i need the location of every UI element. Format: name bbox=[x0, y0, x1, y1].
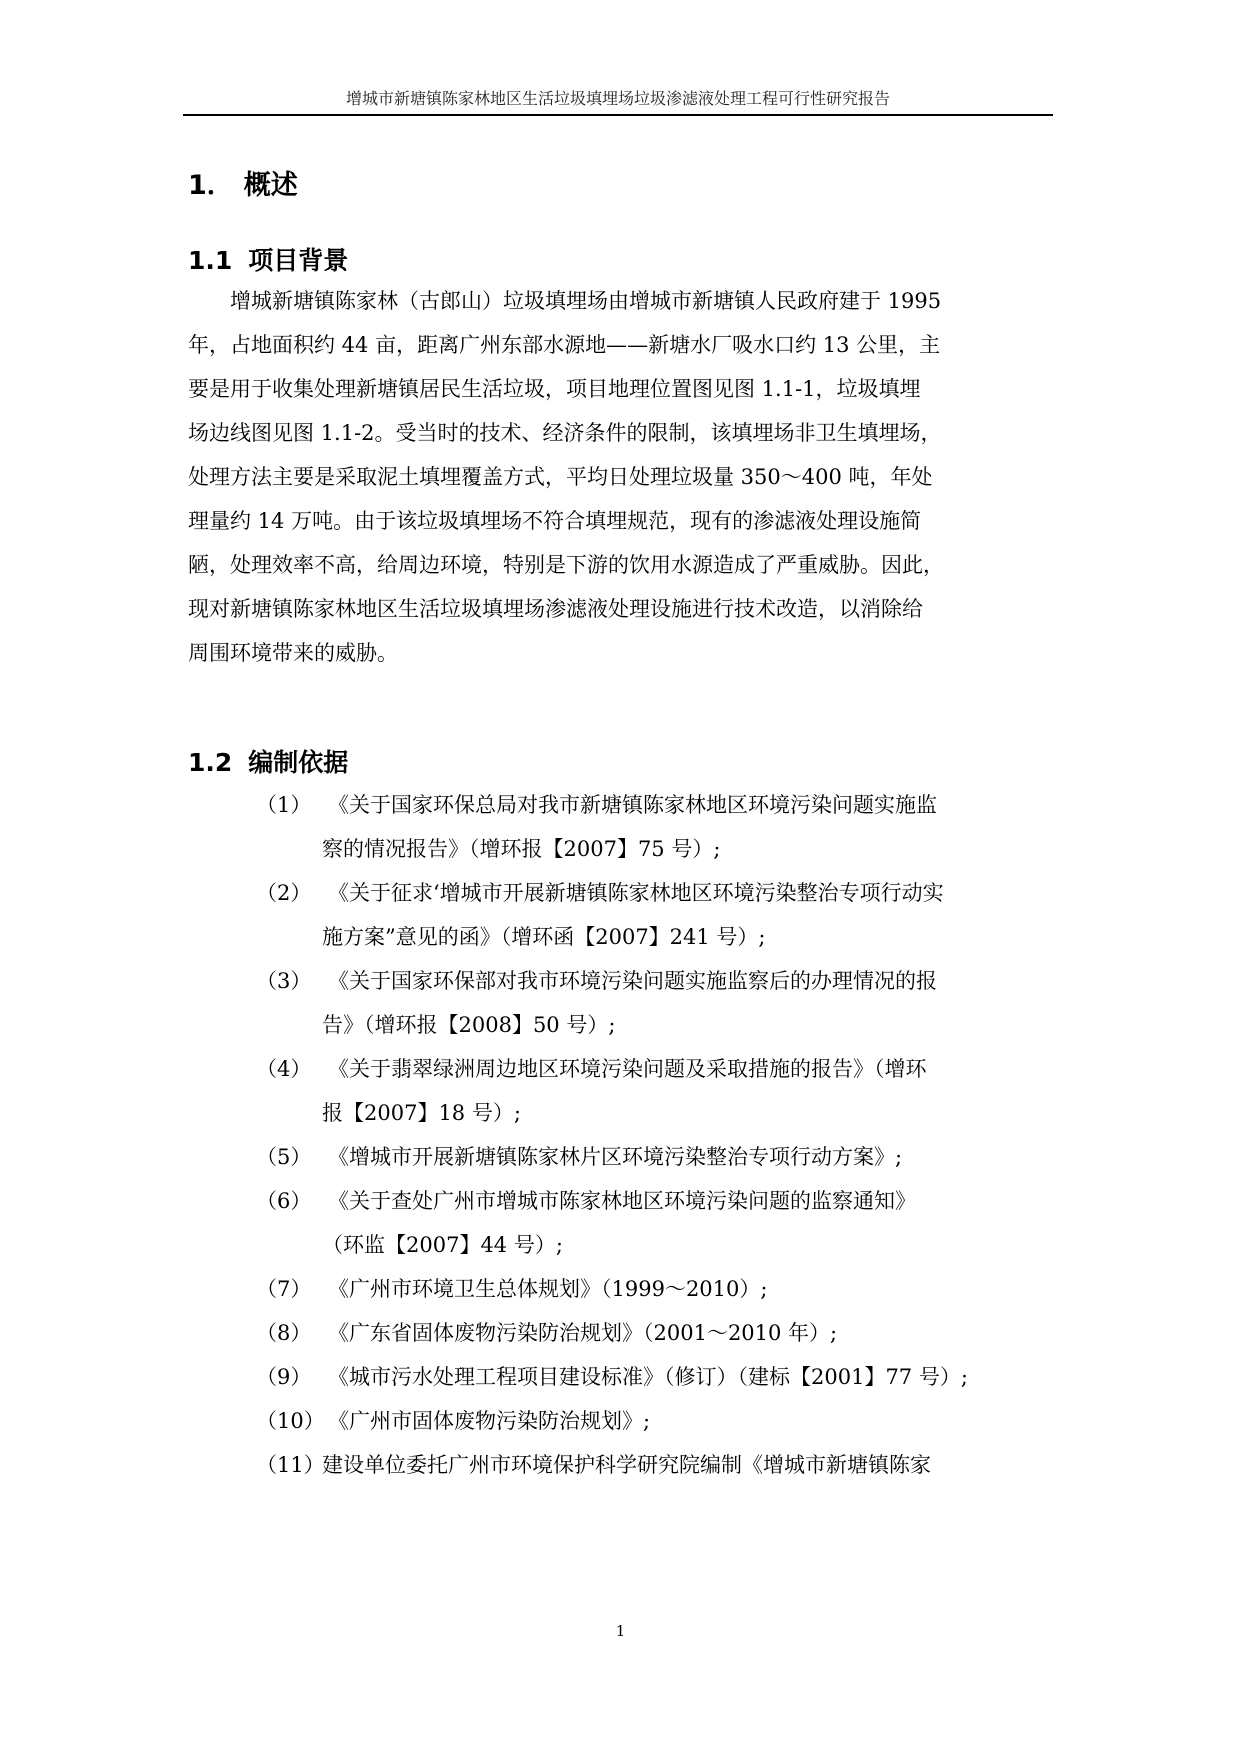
reference-number: （2） bbox=[256, 881, 312, 905]
paragraph-line: 要是用于收集处理新塘镇居民生活垃圾，项目地理位置图见图 1.1-1，垃圾填埋 bbox=[188, 377, 921, 401]
reference-continuation: 施方案”意见的函》（增环函【2007】241 号）; bbox=[322, 925, 766, 949]
reference-text: 《城市污水处理工程项目建设标准》（修订）（建标【2001】77 号）; bbox=[328, 1365, 968, 1389]
reference-text: 《关于翡翠绿洲周边地区环境污染问题及采取措施的报告》（增环 bbox=[328, 1057, 927, 1081]
page-number: 1 bbox=[615, 1622, 626, 1640]
section-heading-basis bbox=[188, 746, 348, 780]
reference-number: （5） bbox=[256, 1145, 312, 1169]
section-number: 1.1 bbox=[188, 246, 233, 275]
reference-continuation: 告》（增环报【2008】50 号）; bbox=[322, 1013, 616, 1037]
reference-text: 《广州市环境卫生总体规划》（1999～2010）; bbox=[328, 1277, 768, 1301]
paragraph-line: 处理方法主要是采取泥土填埋覆盖方式，平均日处理垃圾量 350～400 吨，年处 bbox=[188, 465, 933, 489]
reference-number: （11） bbox=[256, 1453, 325, 1477]
reference-number: （3） bbox=[256, 969, 312, 993]
chapter-title: 概述 bbox=[243, 170, 298, 201]
section-title: 项目背景 bbox=[248, 246, 349, 275]
header-rule bbox=[183, 114, 1053, 116]
chapter-number: 1． bbox=[188, 170, 234, 201]
reference-text: 《广州市固体废物污染防治规划》; bbox=[328, 1409, 651, 1433]
reference-number: （6） bbox=[256, 1189, 312, 1213]
reference-number: （9） bbox=[256, 1365, 312, 1389]
paragraph-line: 现对新塘镇陈家林地区生活垃圾填埋场渗滤液处理设施进行技术改造，以消除给 bbox=[188, 597, 923, 621]
section-title: 编制依据 bbox=[248, 748, 349, 777]
paragraph-line: 周围环境带来的威胁。 bbox=[188, 641, 398, 665]
reference-text: 《关于国家环保总局对我市新塘镇陈家林地区环境污染问题实施监 bbox=[328, 793, 937, 817]
paragraph-line: 理量约 14 万吨。由于该垃圾填埋场不符合填埋规范，现有的渗滤液处理设施简 bbox=[188, 509, 922, 533]
reference-text: 《关于查处广州市增城市陈家林地区环境污染问题的监察通知》 bbox=[328, 1189, 916, 1213]
reference-text: 《关于国家环保部对我市环境污染问题实施监察后的办理情况的报 bbox=[328, 969, 937, 993]
chapter-heading bbox=[188, 168, 298, 204]
reference-number: （10） bbox=[256, 1409, 325, 1433]
reference-text: 建设单位委托广州市环境保护科学研究院编制《增城市新塘镇陈家 bbox=[322, 1453, 931, 1477]
section-heading-background bbox=[188, 244, 348, 278]
paragraph-line: 增城新塘镇陈家林（古郎山）垃圾填埋场由增城市新塘镇人民政府建于 1995 bbox=[230, 289, 942, 313]
reference-number: （8） bbox=[256, 1321, 312, 1345]
reference-number: （4） bbox=[256, 1057, 312, 1081]
paragraph-line: 陋，处理效率不高，给周边环境，特别是下游的饮用水源造成了严重威胁。因此， bbox=[188, 553, 944, 577]
reference-text: 《广东省固体废物污染防治规划》（2001～2010 年）; bbox=[328, 1321, 838, 1345]
reference-continuation: 报【2007】18 号）; bbox=[322, 1101, 521, 1125]
section-number: 1.2 bbox=[188, 748, 233, 777]
reference-text: 《关于征求‘增城市开展新塘镇陈家林地区环境污染整治专项行动实 bbox=[328, 881, 944, 905]
running-header: 增城市新塘镇陈家林地区生活垃圾填埋场垃圾渗滤液处理工程可行性研究报告 bbox=[345, 89, 890, 108]
paragraph-line: 年，占地面积约 44 亩，距离广州东部水源地——新塘水厂吸水口约 13 公里，主 bbox=[188, 333, 941, 357]
reference-continuation: 察的情况报告》（增环报【2007】75 号）; bbox=[322, 837, 721, 861]
reference-text: 《增城市开展新塘镇陈家林片区环境污染整治专项行动方案》; bbox=[328, 1145, 903, 1169]
reference-number: （1） bbox=[256, 793, 312, 817]
reference-continuation: （环监【2007】44 号）; bbox=[322, 1233, 563, 1257]
reference-number: （7） bbox=[256, 1277, 312, 1301]
paragraph-line: 场边线图见图 1.1-2。受当时的技术、经济条件的限制，该填埋场非卫生填埋场， bbox=[188, 421, 942, 445]
